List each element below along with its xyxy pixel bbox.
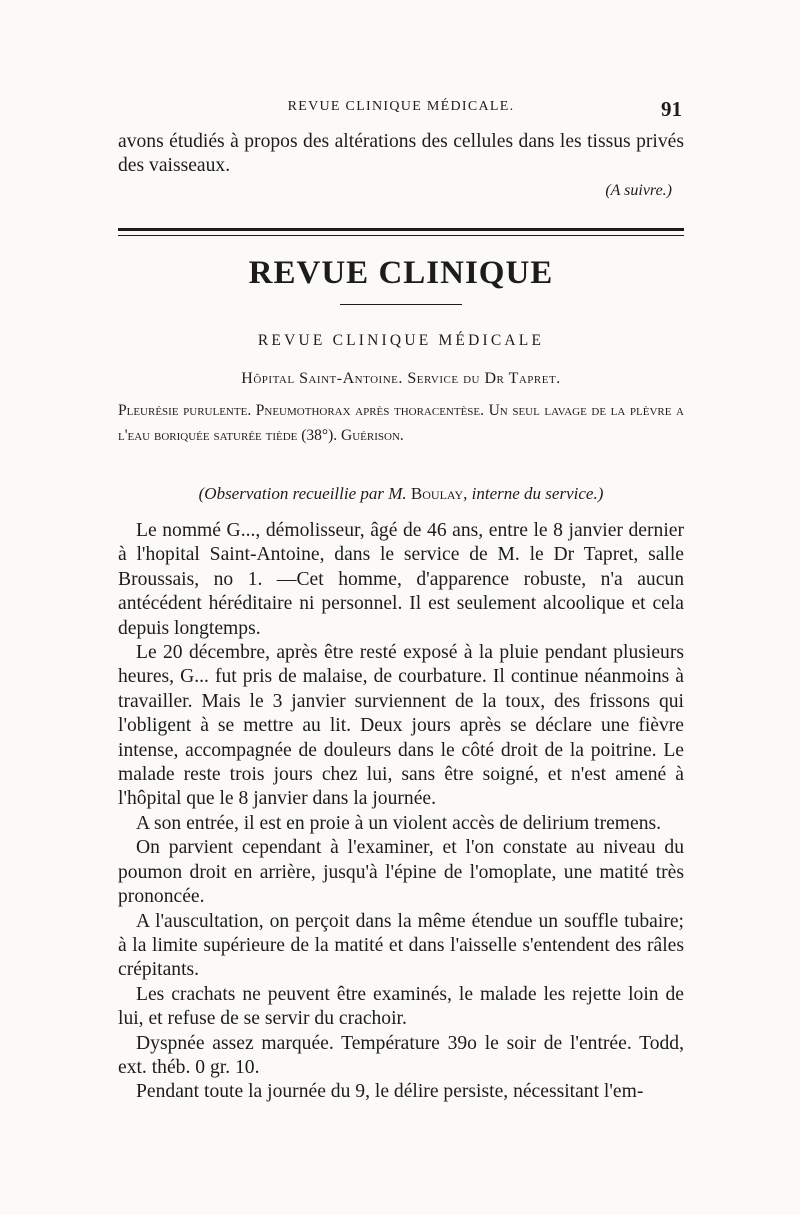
running-header-title: REVUE CLINIQUE MÉDICALE. xyxy=(287,99,515,114)
body-paragraph: Le nommé G..., démolisseur, âgé de 46 ans, entre le 8 janvier dernier à l'hopital Saint-Antoine, dans le service de M. le Dr Tapret, salle Broussais, no 1. —Cet homme, d'apparence robuste, n'a aucun antécédent héréditaire ni personnel. Il est seulement alcoolique et cela depuis longtemps. xyxy=(118,520,684,639)
page-number: 91 xyxy=(661,97,682,121)
observation-prefix: (Observation recueillie par M. xyxy=(198,484,407,503)
subsection-title: REVUE CLINIQUE MÉDICALE xyxy=(257,332,545,349)
to-be-continued-note: (A suivre.) xyxy=(605,181,672,199)
section-title: REVUE CLINIQUE xyxy=(248,255,554,291)
section-divider-thick xyxy=(118,228,684,231)
running-header xyxy=(118,97,684,123)
body-paragraph: Dyspnée assez marquée. Température 39o le soir de l'entrée. Todd, ext. théb. 0 gr. 10. xyxy=(118,1032,684,1078)
title-underline xyxy=(340,304,462,305)
continuation-block xyxy=(118,130,684,203)
body-paragraph: On parvient cependant à l'examiner, et l'on constate au niveau du poumon droit en arrière, jusqu'à l'épine de l'omoplate, une matité très prononcée. xyxy=(118,837,684,908)
body-paragraph: Les crachats ne peuvent être examinés, le malade les rejette loin de lui, et refuse de se servir du crachoir. xyxy=(118,983,684,1030)
case-title: Pleurésie purulente. Pneumothorax après thoracentèse. Un seul lavage de la plèvre a l'eau boriquée saturée tiède (38°). Guérison. xyxy=(118,402,684,444)
observation-suffix: interne du service.) xyxy=(471,484,604,503)
continuation-paragraph: avons étudiés à propos des altérations des cellules dans les tissus privés des vaisseaux. xyxy=(118,131,684,177)
body-paragraph: A son entrée, il est en proie à un violent accès de delirium tremens. xyxy=(136,812,662,834)
body-paragraph: Pendant toute la journée du 9, le délire persiste, nécessitant l'em- xyxy=(136,1081,644,1103)
body-paragraph: A l'auscultation, on perçoit dans la même étendue un souffle tubaire; à la limite supérieure de la matité et dans l'aisselle s'entendent des râles crépitants. xyxy=(118,910,684,981)
case-body xyxy=(118,519,684,1105)
observation-credit xyxy=(118,484,684,504)
section-divider-thin xyxy=(118,235,684,236)
observation-author: Boulay, xyxy=(410,484,468,503)
hospital-line: Hôpital Saint-Antoine. Service du Dr Tapret. xyxy=(241,370,561,387)
body-paragraph: Le 20 décembre, après être resté exposé à la pluie pendant plusieurs heures, G... fut pris de malaise, de courbature. Il continue néanmoins à travailler. Mais le 3 janvier surviennent de la toux, des frissons qui l'obligent à se mettre au lit. Deux jours après se déclare une fièvre intense, accompagnée de douleurs dans le côté droit de la poitrine. Le malade reste trois jours chez lui, sans être soigné, et n'est amené à l'hôpital que le 8 janvier dans la journée. xyxy=(118,642,684,810)
